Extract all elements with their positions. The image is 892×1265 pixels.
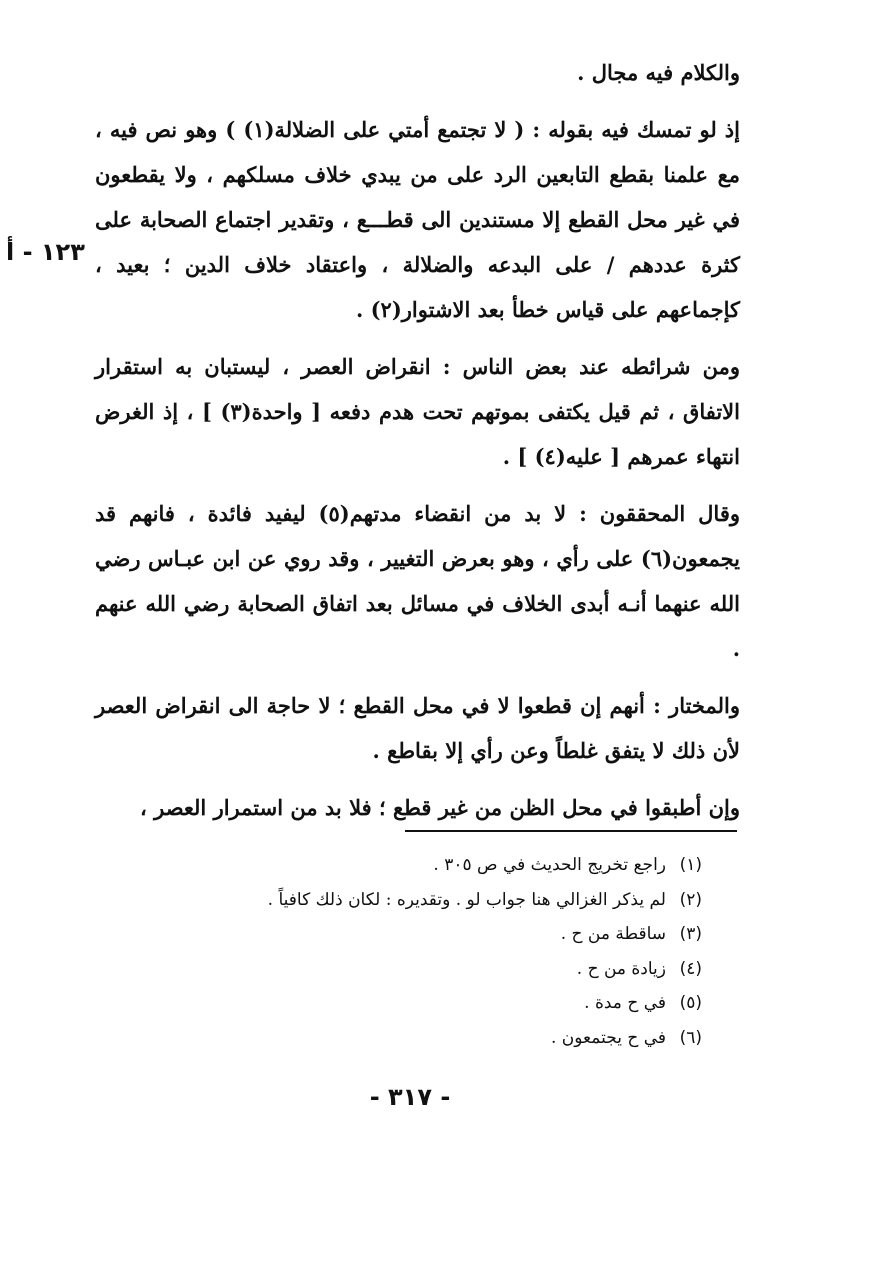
footnote-text: في ح مدة .: [584, 993, 666, 1013]
footnote-number: (٥): [679, 993, 702, 1013]
footnote-5: [182, 986, 702, 1021]
footnote-text: في ح يجتمعون .: [550, 1027, 666, 1048]
footnote-3: [182, 917, 702, 952]
paragraph-5-text: : أنهم إن قطعوا لا في محل القطع ؛ لا حاجة الى انقراض العصر لأن ذلك لا يتفق غلطاً وعن رأي إلا بقاطع .: [95, 693, 740, 763]
paragraph-3-text: عند بعض الناس : انقراض العصر ، ليستبان به استقرار الاتفاق ، ثم قيل يكتفى بموتهم تحت هدم دفعه [ واحدة(٣) ] ، إذ الغرض انتهاء عمرهم [ عليه(٤) ] .: [95, 354, 740, 469]
footnote-divider: [405, 830, 737, 832]
footnote-text: ساقطة من ح .: [560, 924, 666, 944]
paragraph-4-text: : لا بد من انقضاء مدتهم(٥) ليفيد فائدة ، فانهم قد يجمعون(٦) على رأي ، وهو بعرض التغيير ، وقد روي عن ابن عبـاس رضي الله عنهما أنـه أبدى الخلاف في مسائل بعد اتفاق الصحابة رضي الله عنهم .: [95, 501, 740, 661]
paragraph-2: إذ لو تمسك فيه بقوله : ( لا تجتمع أمتي على الضلالة(١) ) وهو نص فيه ، مع علمنا بقطع التابعين الرد على من يبدي خلاف مسلكهم ، ولا يقطعون في غير محل القطع إلا مستندين الى قطـــع ، وتقدير اجتماع الصحابة على كثرة عددهم / على البدعه والضلالة ، واعتقاد خلاف الدين ؛ بعيد ، كإجماعهم على قياس خطأ بعد الاشتوار(٢) .: [95, 117, 740, 322]
footnote-number: (٦): [679, 1027, 702, 1048]
footnote-number: (٢): [679, 889, 702, 910]
paragraph-5: [95, 683, 740, 773]
paragraph-5-lead: والمختار: [669, 693, 740, 718]
paragraph-4: [95, 491, 740, 671]
paragraph-4-lead: وقال المحققون: [599, 501, 741, 526]
manuscript-folio-note: ١٢٣ - أ: [6, 238, 85, 266]
footnote-6: [182, 1021, 702, 1056]
footnote-4: [182, 952, 702, 987]
footnote-2: [182, 883, 702, 918]
paragraph-3: [95, 344, 740, 479]
footnote-text: راجع تخريج الحديث في ص ٣٠٥ .: [433, 855, 666, 875]
paragraph-1: والكلام فيه مجال .: [577, 60, 740, 85]
paragraph-6: وإن أطبقوا في محل الظن من غير قطع ؛ فلا بد من استمرار العصر ،: [140, 795, 740, 820]
footnotes: [182, 848, 702, 1055]
main-text: [95, 50, 740, 830]
footnote-text: زيادة من ح .: [576, 958, 666, 979]
footnote-number: (٣): [679, 924, 702, 944]
footnote-number: (١): [679, 855, 702, 875]
footnote-text: لم يذكر الغزالي هنا جواب لو . وتقديره : لكان ذلك كافياً .: [267, 889, 666, 910]
page-number: - ٣١٧ -: [369, 1083, 451, 1111]
paragraph-3-lead: ومن شرائطه: [621, 354, 740, 379]
footnote-1: [182, 848, 702, 883]
footnote-number: (٤): [679, 958, 702, 979]
